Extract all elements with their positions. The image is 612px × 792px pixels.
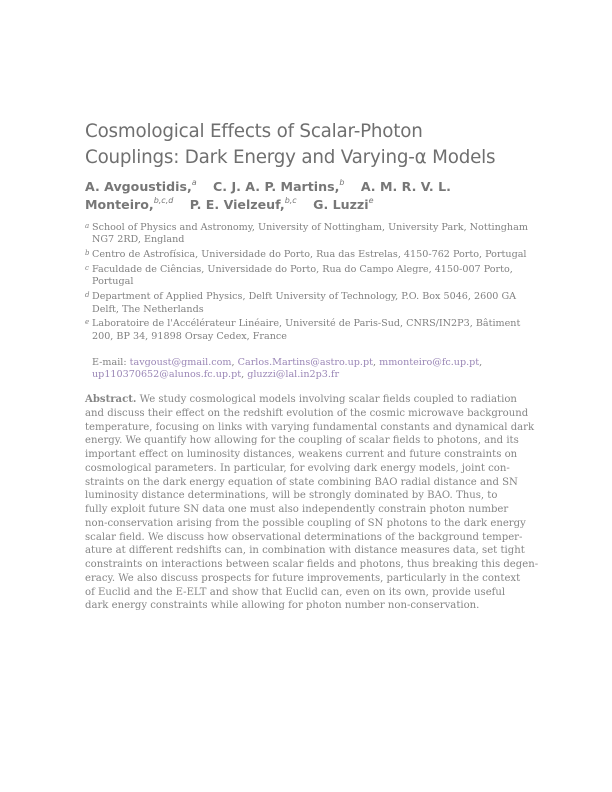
email-link[interactable]: tavgoust@gmail.com [129, 357, 232, 368]
affiliation-c [85, 264, 530, 289]
abstract-line: energy. We quantify how allowing for the coupling of scalar fields to photons, and its [85, 435, 519, 447]
affiliation-text: Centro de Astrofísica, Universidade do Porto, Rua das Estrelas, 4150-762 Porto, Portugal [92, 249, 527, 261]
author-line-2 [85, 196, 530, 214]
author-line-1 [85, 178, 530, 196]
abstract-line: important effect on luminosity distances, weakens current and future constraints on [85, 449, 518, 460]
email-link[interactable]: mmonteiro@fc.up.pt [379, 357, 480, 368]
affiliation-label: e [85, 318, 90, 327]
affiliation-text: Department of Applied Physics, Delft University of Technology, P.O. Box 5046, 2600 GA [92, 291, 517, 303]
affiliation-list [85, 222, 530, 346]
affiliation-text: Delft, The Netherlands [92, 303, 204, 315]
abstract-line: scalar field. We discuss how observational determinations of the background temper- [85, 531, 523, 543]
author-name: Monteiro, [85, 197, 154, 212]
abstract-line: eracy. We also discuss prospects for future improvements, particularly in the context [85, 572, 521, 584]
author-name: A. Avgoustidis, [85, 179, 192, 194]
author-name: P. E. Vielzeuf, [189, 197, 285, 212]
affiliation-d [85, 291, 530, 316]
email-link[interactable]: up110370652@alunos.fc.up.pt [92, 369, 242, 381]
abstract-line: fully exploit future SN data one must also independently constrain photon number [85, 504, 509, 515]
paper-title [85, 120, 530, 172]
abstract-line: straints on the dark energy equation of state combining BAO radial distance and SN [85, 476, 518, 488]
abstract-line: ature at different redshifts can, in combination with distance measures data, set tight [85, 545, 525, 557]
affiliation-text: Portugal [92, 276, 134, 288]
abstract-line: constraints on interactions between scalar fields and photons, thus breaking this degen- [85, 559, 539, 570]
affiliation-text: Laboratoire de l'Accélérateur Linéaire, Université de Paris-Sud, CNRS/IN2P3, Bâtiment [92, 318, 521, 330]
email-block: E-mail: tavgoust@gmail.com, Carlos.Martins@astro.up.pt, mmonteiro@fc.up.pt, up110370652@alunos.fc.up.pt, gluzzi@lal.in2p3.fr [92, 357, 483, 381]
abstract-line: cosmological parameters. In particular, for evolving dark energy models, joint con- [85, 462, 510, 474]
author-affil-mark: b,c,d [153, 196, 174, 205]
abstract-line: luminosity distance determinations, will be strongly dominated by BAO. Thus, to [85, 490, 498, 502]
author-name: A. M. R. V. L. [360, 179, 451, 194]
abstract-line: temperature, focusing on links with varying fundamental constants and dynamical dark [85, 421, 535, 433]
abstract-line: We study cosmological models involving scalar fields coupled to radiation [139, 394, 517, 405]
abstract-line: dark energy constraints while allowing for photon number non-conservation. [85, 600, 480, 612]
affiliation-label: c [85, 264, 89, 273]
affiliation-a [85, 222, 530, 247]
abstract [85, 393, 539, 613]
title-line-2: Couplings: Dark Energy and Varying-α Models [85, 147, 496, 168]
affiliation-text: 200, BP 34, 91898 Orsay Cedex, France [92, 330, 287, 342]
affiliation-b [85, 249, 530, 261]
author-name: C. J. A. P. Martins, [213, 179, 340, 194]
affiliation-text: NG7 2RD, England [92, 234, 185, 246]
author-list [85, 178, 530, 214]
affiliation-label: d [85, 291, 90, 300]
abstract-line: and discuss their effect on the redshift evolution of the cosmic microwave background [85, 407, 529, 419]
author-name: G. Luzzi [313, 197, 369, 212]
email-link[interactable]: gluzzi@lal.in2p3.fr [247, 369, 340, 381]
affiliation-text: School of Physics and Astronomy, University of Nottingham, University Park, Nottingham [92, 222, 528, 233]
abstract-line: non-conservation arising from the possible coupling of SN photons to the dark energy [85, 517, 526, 529]
abstract-heading: Abstract. [85, 394, 137, 405]
affiliation-label: b [85, 249, 90, 258]
email-link[interactable]: Carlos.Martins@astro.up.pt [237, 357, 373, 368]
title-line-1: Cosmological Effects of Scalar-Photon [85, 121, 423, 142]
email-label: E-mail: [92, 357, 127, 368]
author-affil-mark: b [339, 178, 345, 187]
author-affil-mark: a [191, 178, 197, 187]
author-affil-mark: b,c [284, 196, 297, 205]
affiliation-e [85, 318, 530, 343]
abstract-line: of Euclid and the E-ELT and show that Euclid can, even on its own, provide useful [85, 586, 506, 598]
affiliation-label: a [85, 222, 90, 230]
affiliation-text: Faculdade de Ciências, Universidade do Porto, Rua do Campo Alegre, 4150-007 Porto, [92, 264, 513, 276]
author-affil-mark: e [368, 196, 374, 205]
